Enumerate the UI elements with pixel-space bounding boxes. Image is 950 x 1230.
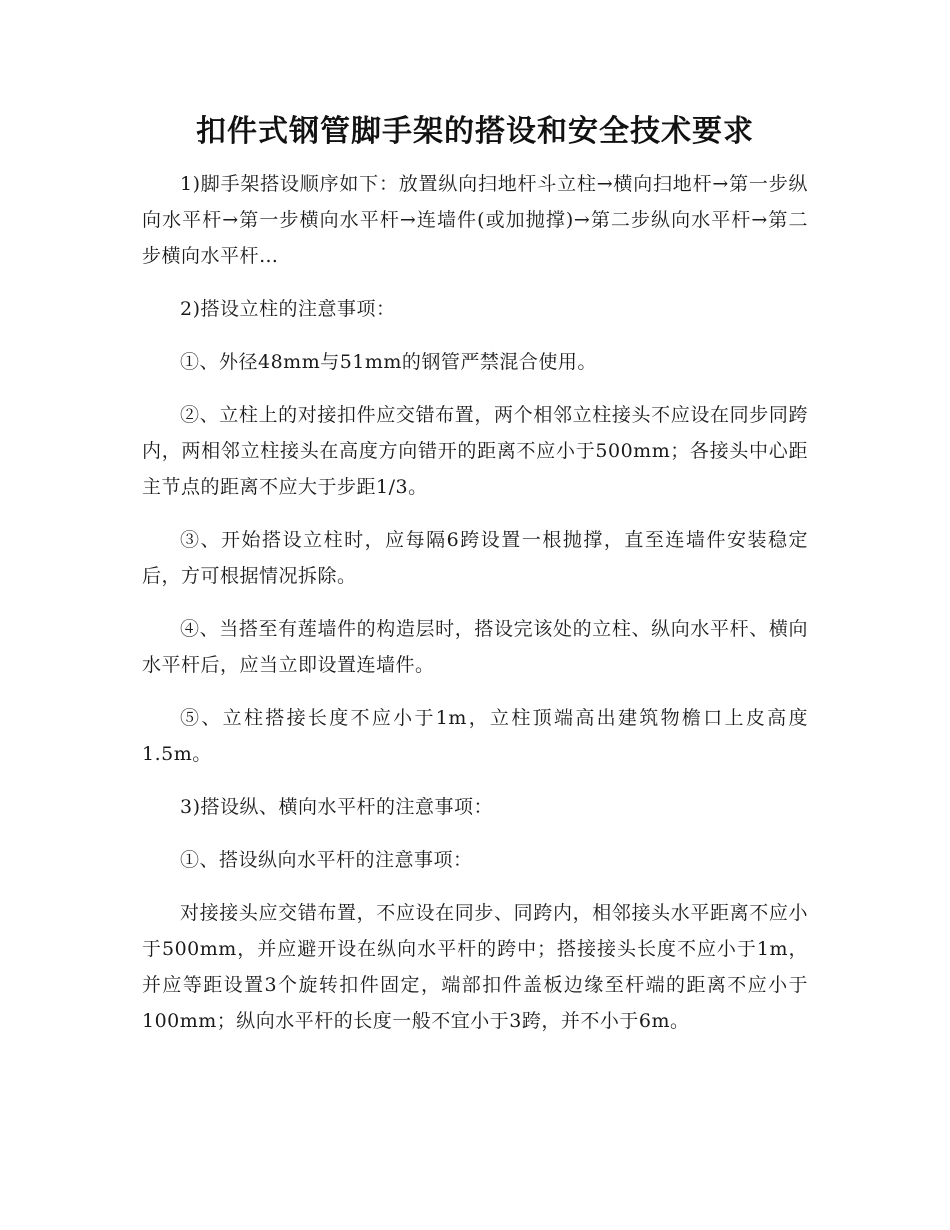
paragraph-upright-item-2: ②、立柱上的对接扣件应交错布置，两个相邻立柱接头不应设在同步同跨内，两相邻立柱接头在高度方向错开的距离不应小于500mm；各接头中心距主节点的距离不应大于步距1/3。 bbox=[142, 404, 808, 498]
document-body bbox=[142, 166, 808, 1056]
paragraph-longitudinal-bar-details: 对接接头应交错布置，不应设在同步、同跨内，相邻接头水平距离不应小于500mm，并应避开设在纵向水平杆的跨中；搭接接头长度不应小于1m，并应等距设置3个旋转扣件固定，端部扣件盖板边缘至杆端的距离不应小于100mm；纵向水平杆的长度一般不宜小于3跨，并不小于6m。 bbox=[142, 902, 808, 1032]
paragraph-scaffold-sequence: 1)脚手架搭设顺序如下：放置纵向扫地杆斗立柱→横向扫地杆→第一步纵向水平杆→第一步横向水平杆→连墙件(或加抛撑)→第二步纵向水平杆→第二步横向水平杆… bbox=[142, 173, 808, 267]
paragraph-upright-item-5: ⑤、立柱搭接长度不应小于1m，立柱顶端高出建筑物檐口上皮高度1.5m。 bbox=[142, 707, 808, 765]
document-title: 扣件式钢管脚手架的搭设和安全技术要求 bbox=[196, 114, 754, 149]
paragraph-upright-item-1: ①、外径48mm与51mm的钢管严禁混合使用。 bbox=[180, 351, 597, 373]
paragraph-upright-heading: 2)搭设立柱的注意事项： bbox=[180, 298, 396, 320]
paragraph-longitudinal-bar-heading: ①、搭设纵向水平杆的注意事项： bbox=[180, 849, 473, 871]
paragraph-upright-item-4: ④、当搭至有莲墙件的构造层时，搭设完该处的立柱、纵向水平杆、横向水平杆后，应当立即设置连墙件。 bbox=[142, 618, 808, 676]
paragraph-horizontal-bar-heading: 3)搭设纵、横向水平杆的注意事项： bbox=[180, 796, 494, 818]
paragraph-upright-item-3: ③、开始搭设立柱时，应每隔6跨设置一根抛撑，直至连墙件安装稳定后，方可根据情况拆除。 bbox=[142, 529, 808, 587]
